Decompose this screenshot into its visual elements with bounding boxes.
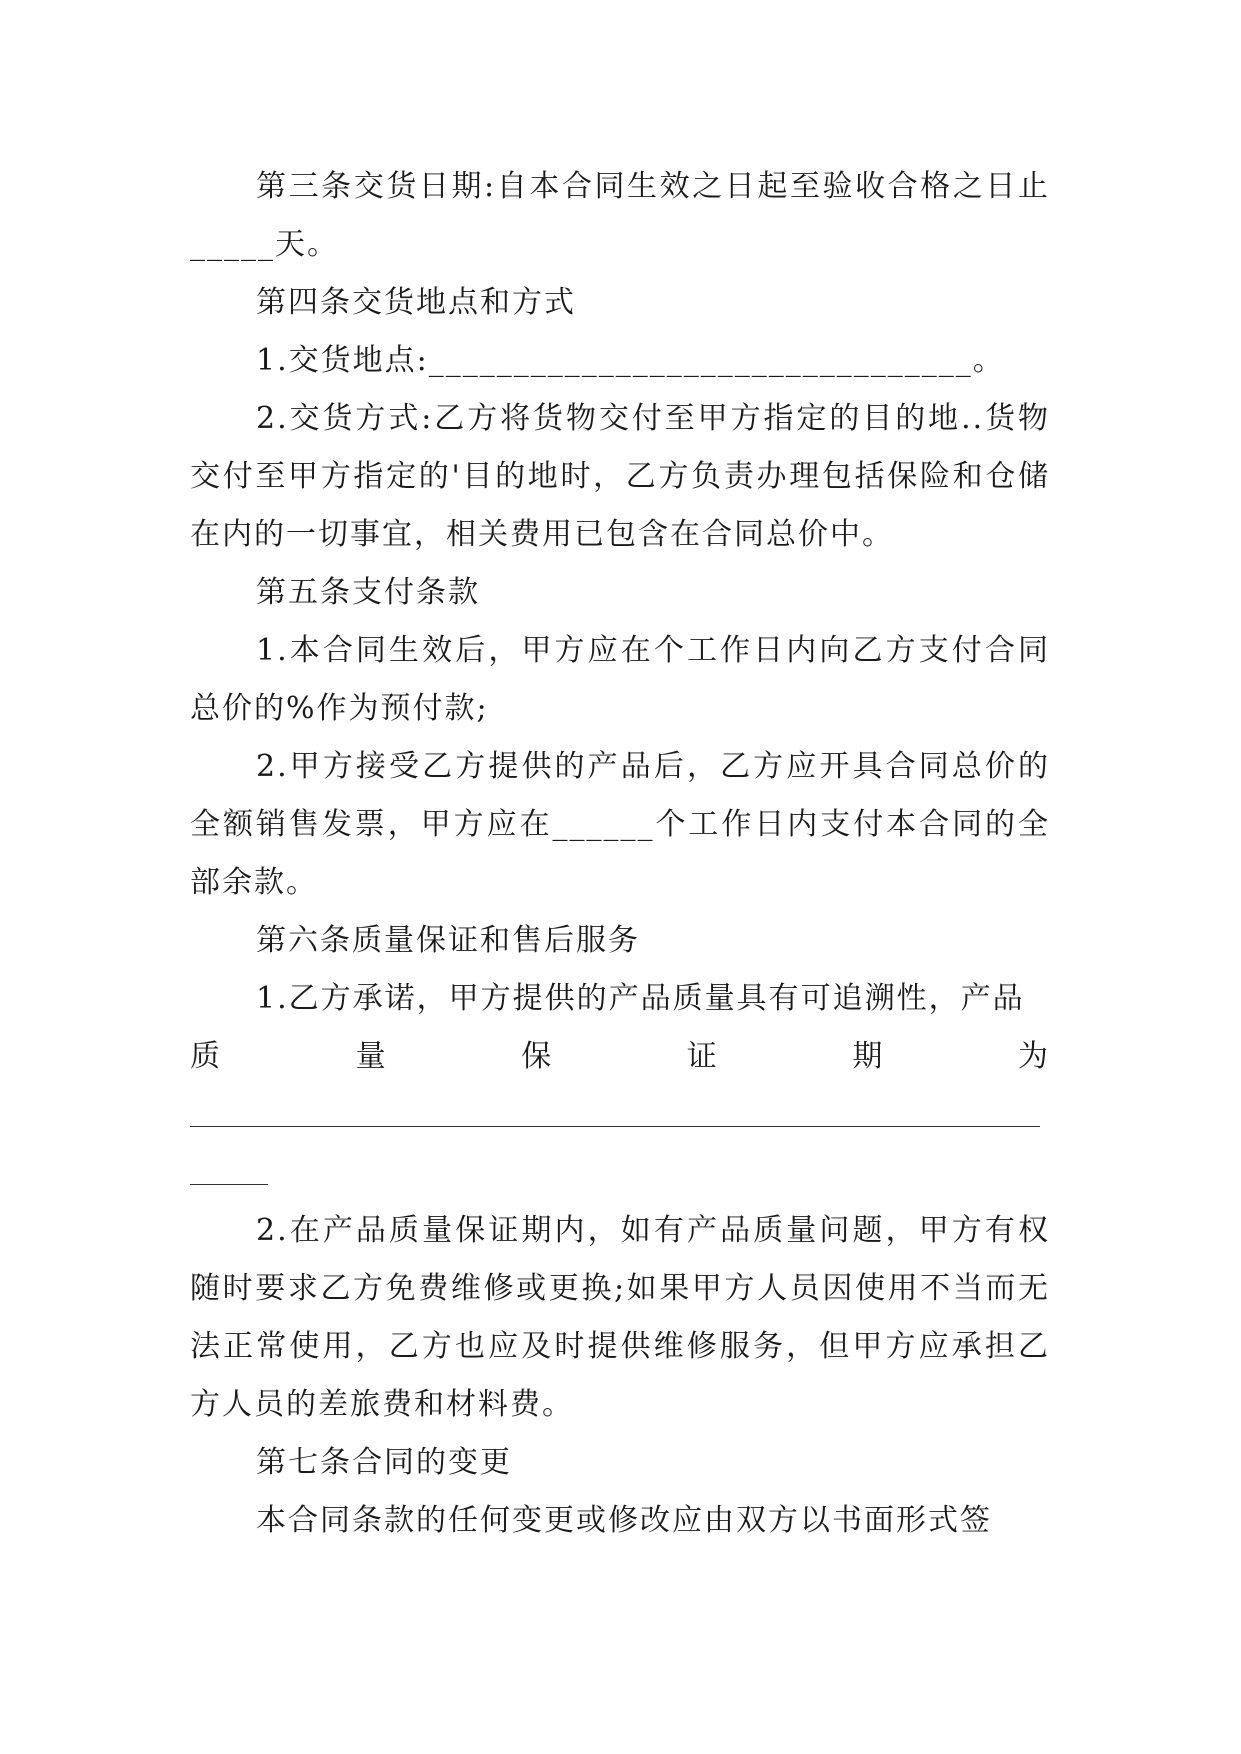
- spread-char: 为: [1017, 1039, 1050, 1074]
- article-6-item-1-spread-line: [190, 1028, 1050, 1086]
- article-5-title: 第五条支付条款: [256, 575, 480, 610]
- document-body: [190, 158, 1050, 1550]
- article-4-title: 第四条交货地点和方式: [256, 285, 576, 320]
- article-5-item-2: 2.甲方接受乙方提供的产品后，乙方应开具合同总价的全额销售发票，甲方应在______个工作日内支付本合同的全部余款。: [190, 749, 1050, 900]
- blank-fill-line-long: [190, 1086, 1050, 1144]
- article-7-body: 本合同条款的任何变更或修改应由双方以书面形式签: [256, 1503, 992, 1538]
- article-6-title: 第六条质量保证和售后服务: [256, 923, 640, 958]
- article-3-delivery-date: 第三条交货日期:自本合同生效之日起至验收合格之日止_____天。: [190, 169, 1050, 262]
- article-7-title: 第七条合同的变更: [256, 1445, 512, 1480]
- spread-char: 质: [190, 1039, 222, 1074]
- spread-char: 保: [521, 1039, 554, 1074]
- article-6-item-2: 2.在产品质量保证期内，如有产品质量问题，甲方有权随时要求乙方免费维修或更换;如果甲方人员因使用不当而无法正常使用，乙方也应及时提供维修服务，但甲方应承担乙方人员的差旅费和材料费。: [190, 1213, 1050, 1422]
- article-4-item-1: 1.交货地点:________________________________。: [256, 343, 1005, 378]
- article-6-item-1: 1.乙方承诺，甲方提供的产品质量具有可追溯性，产品: [256, 981, 1025, 1016]
- spread-char: 期: [852, 1039, 885, 1074]
- article-5-item-1: 1.本合同生效后，甲方应在个工作日内向乙方支付合同总价的%作为预付款;: [190, 633, 1050, 726]
- article-4-item-2: 2.交货方式:乙方将货物交付至甲方指定的目的地..货物交付至甲方指定的'目的地时，乙方负责办理包括保险和仓储在内的一切事宜，相关费用已包含在合同总价中。: [190, 401, 1050, 552]
- spread-char: 证: [686, 1039, 719, 1074]
- blank-fill-line-short: [190, 1144, 1050, 1202]
- spread-char: 量: [355, 1039, 388, 1074]
